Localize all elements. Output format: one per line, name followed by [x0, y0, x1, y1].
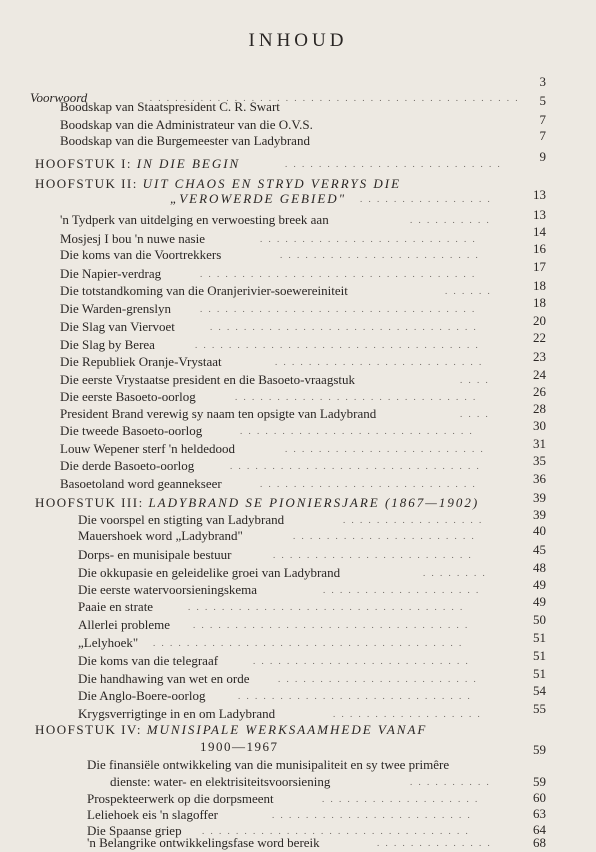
toc-page-number: 63: [533, 806, 546, 821]
toc-entry-label: Die derde Basoeto-oorlog: [60, 458, 195, 473]
leader-dots: . . . . . . . . . . . . . . . . .: [343, 515, 484, 525]
toc-page-number: 26: [533, 384, 546, 399]
toc-entry-label: „Lelyhoek": [78, 635, 139, 650]
toc-entry-label: Boodskap van die Administrateur van die O.V.S.: [60, 117, 313, 132]
chapter-title-line2: 1900—1967: [200, 739, 279, 754]
toc-page-number: 68: [533, 835, 546, 850]
toc-entry-label: Krygsverrigtinge in en om Ladybrand: [78, 706, 276, 721]
chapter-prefix: HOOFSTUK I:: [35, 156, 133, 171]
toc-page-number: 9: [539, 149, 546, 164]
leader-dots: . . . . . . . . . . . . . . . . . . .: [323, 585, 481, 595]
toc-page-number: 28: [533, 401, 546, 416]
toc-entry[interactable]: [78, 687, 508, 705]
toc-entry-label: Die Spaanse griep: [87, 823, 182, 838]
leader-dots: . . . . . . . . . . . . . . . . . .: [333, 709, 482, 719]
toc-entry-label: Die Republiek Oranje-Vrystaat: [60, 354, 222, 369]
leader-dots: . . . . . . . . . . . . . . . . . . . . . . . . .: [275, 357, 484, 367]
chapter-prefix: HOOFSTUK IV:: [35, 722, 142, 737]
chapter-heading[interactable]: [35, 494, 515, 512]
toc-entry[interactable]: [60, 265, 500, 283]
toc-page-number: 54: [533, 683, 546, 698]
toc-entry-label: Die Anglo-Boere-oorlog: [78, 688, 206, 703]
toc-page-number: 50: [533, 612, 546, 627]
toc-entry-label: 'n Tydperk van uitdelging en verwoesting breek aan: [60, 212, 329, 227]
toc-page-number: 40: [533, 523, 546, 538]
toc-page-number: 51: [533, 648, 546, 663]
toc-entry-label: dienste: water- en elektrisiteitsvoorsiening: [110, 774, 331, 789]
toc-page-number: 36: [533, 471, 546, 486]
leader-dots: . . . .: [460, 375, 490, 385]
toc-entry-label: Die Slag van Viervoet: [60, 319, 175, 334]
toc-entry-continued[interactable]: [110, 773, 510, 791]
leader-dots: . . . . . . . . . . . . . . . . . . . . . .: [293, 531, 476, 541]
leader-dots: . . . . . . . . . . . . . . . . . . . . . . . . . . . . . . . . .: [188, 602, 465, 612]
toc-entry-label: Allerlei probleme: [78, 617, 171, 632]
toc-entry[interactable]: [60, 371, 500, 389]
leader-dots: . . . . . . . . . .: [410, 215, 491, 225]
toc-entry-label: Die koms van die telegraaf: [78, 653, 219, 668]
leader-dots: . . . . . . . . . . . . . . . . . . . . . . . . . .: [260, 479, 477, 489]
leader-dots: . . . . . . . . . . . . . . . . . . . . . . . . . . . . . . . . . . . . . . . . . . . .: [150, 93, 520, 103]
leader-dots: . . . . . . . . . . . . . . . . . . . . . . . .: [273, 550, 473, 560]
toc-page-number: 51: [533, 630, 546, 645]
toc-page-number: 49: [533, 594, 546, 609]
toc-entry[interactable]: [78, 616, 508, 634]
leader-dots: . . . . . . . . . . . . . . . . . . . . . . . .: [280, 250, 480, 260]
toc-entry-label: Die koms van die Voortrekkers: [60, 247, 222, 262]
toc-entry-label: Die eerste watervoorsieningskema: [78, 582, 258, 597]
leader-dots: . . . . . . . . . . . . . . . .: [360, 194, 492, 204]
toc-page-number: 55: [533, 701, 546, 716]
toc-entry-label: Mosjesj I bou 'n nuwe nasie: [60, 231, 205, 246]
toc-page-number: 64: [533, 822, 546, 837]
leader-dots: . . . . . . . . . .: [410, 777, 491, 787]
toc-entry-label: Die Warden-grenslyn: [60, 301, 171, 316]
toc-entry-label: Paaie en strate: [78, 599, 154, 614]
toc-entry[interactable]: [60, 282, 500, 300]
toc-entry[interactable]: [60, 246, 500, 264]
toc-page-number: 24: [533, 367, 546, 382]
toc-entry[interactable]: [78, 564, 508, 582]
chapter-title: MUNISIPALE WERKSAAMHEDE VANAF: [146, 722, 428, 737]
toc-entry-label: Die okkupasie en geleidelike groei van Ladybrand: [78, 565, 341, 580]
toc-page-number: 35: [533, 453, 546, 468]
toc-page-number: 60: [533, 790, 546, 805]
toc-entry[interactable]: [60, 405, 500, 423]
leader-dots: . . . . . . . . . . . . . . . . . . . . . . . . . . . . . . . .: [210, 322, 478, 332]
toc-entry-label: President Brand verewig sy naam ten opsigte van Ladybrand: [60, 406, 377, 421]
toc-entry[interactable]: [60, 98, 550, 116]
leader-dots: . . . . . . . . . . . . . . . . . . . . . . . . . . . .: [240, 426, 474, 436]
toc-page-number: 22: [533, 330, 546, 345]
toc-entry[interactable]: [78, 634, 508, 652]
toc-page-number: 18: [533, 278, 546, 293]
page-title: INHOUD: [248, 30, 348, 51]
leader-dots: . . . . . . . . . . . . . . . . . . .: [322, 794, 480, 804]
chapter-heading[interactable]: [35, 155, 515, 173]
toc-entry[interactable]: [60, 457, 500, 475]
leader-dots: . . . .: [460, 409, 490, 419]
toc-page-number: 31: [533, 436, 546, 451]
leader-dots: . . . . . . . . . . . . . . . . . . . . . . . . . . . . . . . . .: [200, 269, 477, 279]
toc-entry-label: Basoetoland word geannekseer: [60, 476, 222, 491]
toc-entry-label: Leliehoek eis 'n slagoffer: [87, 807, 218, 822]
toc-page-number: 17: [533, 259, 546, 274]
leader-dots: . . . . . . . . . . . . . . . . . . . . . . . . . .: [285, 159, 502, 169]
toc-entry[interactable]: [78, 670, 508, 688]
toc-page-number: 59: [533, 742, 546, 757]
toc-page-number: 23: [533, 349, 546, 364]
toc-entry[interactable]: [87, 756, 517, 774]
toc-entry[interactable]: [60, 475, 500, 493]
chapter-title: IN DIE BEGIN: [136, 156, 241, 171]
leader-dots: . . . . . . . . . . . . . . . . . . . . . . . . . . . . . . . . . . . . .: [153, 638, 464, 648]
toc-entry-label: Die eerste Vrystaatse president en die Basoeto-vraagstuk: [60, 372, 355, 387]
toc-entry[interactable]: [60, 388, 500, 406]
chapter-prefix: HOOFSTUK III:: [35, 495, 144, 510]
leader-dots: . . . . . .: [445, 286, 492, 296]
chapter-title-line2: „VEROWERDE GEBIED": [170, 191, 347, 206]
toc-entry[interactable]: [78, 581, 508, 599]
toc-entry-label: Die Napier-verdrag: [60, 266, 162, 281]
leader-dots: . . . . . . . . . . . . . . . . . . . . . . . .: [272, 810, 472, 820]
toc-entry-label: Boodskap van die Burgemeester van Ladybrand: [60, 133, 310, 148]
toc-page-number: 13: [533, 187, 546, 202]
toc-entry-label: Die voorspel en stigting van Ladybrand: [78, 512, 285, 527]
toc-entry[interactable]: [60, 318, 500, 336]
toc-page-number: 13: [533, 207, 546, 222]
toc-page-number: 39: [533, 507, 546, 522]
chapter-title: LADYBRAND SE PIONIERSJARE (1867—1902): [148, 495, 480, 510]
leader-dots: . . . . . . . . . . . . . . . . . . . . . . . .: [285, 444, 485, 454]
toc-page-number: 5: [539, 93, 546, 108]
leader-dots: . . . . . . . . . . . . . . . . . . . . . . . . . . . . . . . . . .: [195, 340, 480, 350]
toc-entry-label: Louw Wepener sterf 'n heldedood: [60, 441, 236, 456]
toc-entry[interactable]: [78, 546, 508, 564]
toc-page-number: 51: [533, 666, 546, 681]
toc-entry-label: Dorps- en munisipale bestuur: [78, 547, 232, 562]
toc-entry[interactable]: [60, 353, 500, 371]
toc-page-number: 45: [533, 542, 546, 557]
toc-entry[interactable]: [78, 598, 508, 616]
toc-entry-label: Prospekteerwerk op die dorpsmeent: [87, 791, 274, 806]
toc-page-number: 16: [533, 241, 546, 256]
toc-entry-label: Voorwoord: [30, 90, 88, 105]
toc-page-number: 49: [533, 577, 546, 592]
toc-entry[interactable]: [78, 652, 508, 670]
toc-entry[interactable]: [60, 440, 500, 458]
leader-dots: . . . . . . . . . . . . . . . . . . . . . . . . . . . .: [238, 691, 472, 701]
toc-entry-label: Die Slag by Berea: [60, 337, 155, 352]
leader-dots: . . . . . . . . . . . . . . . . . . . . . . . . . .: [260, 234, 477, 244]
chapter-title: UIT CHAOS EN STRYD VERRYS DIE: [142, 176, 402, 191]
toc-entry-label: Mauershoek word „Ladybrand": [78, 528, 243, 543]
toc-entry-label: Boodskap van Staatspresident C. R. Swart: [60, 99, 280, 114]
toc-entry[interactable]: [60, 132, 550, 150]
leader-dots: . . . . . . . . . . . . . . . . . . . . . . . . . . . . . . . .: [202, 826, 470, 836]
toc-page-number: 39: [533, 490, 546, 505]
toc-page-number: 59: [533, 774, 546, 789]
toc-page-number: 7: [539, 128, 546, 143]
toc-page-number: 3: [539, 74, 546, 89]
toc-page-number: 48: [533, 560, 546, 575]
toc-entry[interactable]: [60, 300, 500, 318]
chapter-heading-continued: [170, 190, 510, 208]
toc-entry[interactable]: [78, 527, 508, 545]
leader-dots: . . . . . . . . . . . . . . . . . . . . . . . . . . . . . . . . .: [193, 620, 470, 630]
toc-entry-label: Die tweede Basoeto-oorlog: [60, 423, 203, 438]
toc-entry-label: Die finansiële ontwikkeling van die munisipaliteit en sy twee primêre: [87, 757, 450, 772]
toc-entry[interactable]: [60, 336, 500, 354]
toc-entry-label: Die eerste Basoeto-oorlog: [60, 389, 196, 404]
leader-dots: . . . . . . . . . . . . . . . . . . . . . . . . . . . . .: [235, 392, 478, 402]
toc-page-number: 7: [539, 112, 546, 127]
chapter-prefix: HOOFSTUK II:: [35, 176, 138, 191]
toc-entry[interactable]: [87, 834, 517, 852]
toc-page-number: 18: [533, 295, 546, 310]
toc-page-number: 20: [533, 313, 546, 328]
toc-entry-label: 'n Belangrike ontwikkelingsfase word bereik: [87, 835, 320, 850]
toc-entry[interactable]: [60, 211, 500, 229]
leader-dots: . . . . . . . . . . . . . . . . . . . . . . . . . . . . . . . . .: [200, 304, 477, 314]
toc-page-number: 30: [533, 418, 546, 433]
toc-page-number: 14: [533, 224, 546, 239]
toc-entry-label: Die totstandkoming van die Oranjerivier-soewereiniteit: [60, 283, 348, 298]
toc-entry-label: Die handhawing van wet en orde: [78, 671, 250, 686]
leader-dots: . . . . . . . .: [423, 568, 487, 578]
chapter-heading[interactable]: [35, 721, 515, 739]
toc-entry[interactable]: [60, 422, 500, 440]
leader-dots: . . . . . . . . . . . . . . . . . . . . . . . .: [278, 674, 478, 684]
chapter-heading-continued: [200, 738, 300, 756]
leader-dots: . . . . . . . . . . . . . . . . . . . . . . . . . .: [253, 656, 470, 666]
leader-dots: . . . . . . . . . . . . . . . . . . . . . . . . . . . . . .: [230, 461, 481, 471]
leader-dots: . . . . . . . . . . . . . .: [377, 838, 492, 848]
